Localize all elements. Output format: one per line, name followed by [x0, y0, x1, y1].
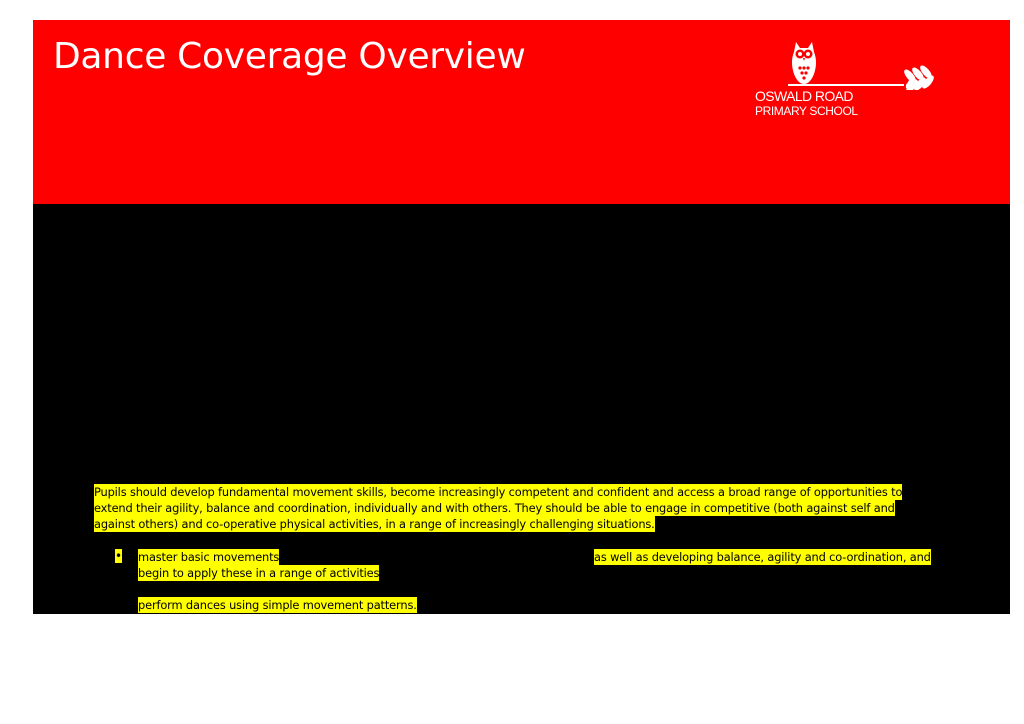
logo-text-line1: OSWALD ROAD: [755, 88, 853, 104]
bullet1-text-part3: begin to apply these in a range of activities: [138, 566, 380, 580]
intro-line: extend their agility, balance and coordination, individually and with others. They should be able to engage in competitive (both against self and: [94, 501, 895, 515]
page-title: Dance Coverage Overview: [53, 36, 526, 77]
bullet2-text: perform dances using simple movement patterns.: [138, 598, 417, 612]
school-logo: [752, 38, 912, 122]
bullet-marker: •: [115, 549, 123, 563]
owl-and-branch-logo-icon: [752, 38, 912, 88]
bullet1-text-part2: as well as developing balance, agility and co-ordination, and: [594, 550, 931, 564]
intro-line: Pupils should develop fundamental movement skills, become increasingly competent and confident and access a broad range of opportunities to: [94, 485, 903, 499]
logo-text-line2: PRIMARY SCHOOL: [755, 104, 858, 118]
bullet1-text-part1: master basic movements: [138, 550, 280, 564]
leaf-branch-icon: [902, 50, 942, 90]
intro-line: against others) and co-operative physical activities, in a range of increasingly challenging situations.: [94, 517, 655, 531]
